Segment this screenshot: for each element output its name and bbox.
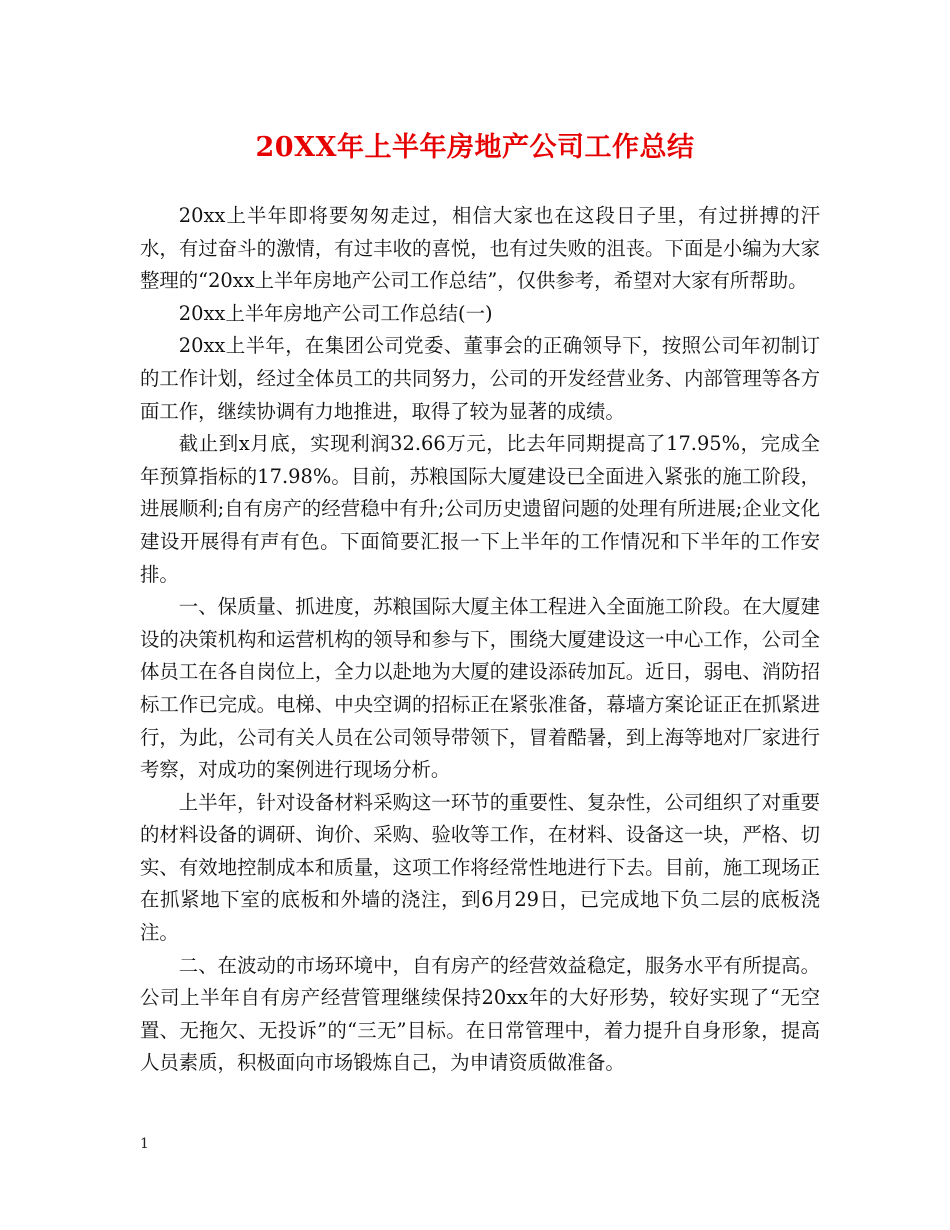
section-heading: 20xx上半年房地产公司工作总结(一) (178, 301, 493, 325)
paragraph-construction: 一、保质量、抓进度，苏粮国际大厦主体工程进入全面施工阶段。在大厦建设的决策机构和运营机构的领导和参与下，围绕大厦建设这一中心工作，公司全体员工在各自岗位上，全力以赴地为大厦的建设添砖加瓦。近日，弱电、消防招标工作已完成。电梯、中央空调的招标正在紧张准备，幕墙方案论证正在抓紧进行，为此，公司有关人员在公司领导带领下，冒着酷暑，到上海等地对厂家进行考察，对成功的案例进行现场分析。 (140, 595, 820, 782)
paragraph-procurement: 上半年，针对设备材料采购这一环节的重要性、复杂性，公司组织了对重要的材料设备的调研、询价、采购、验收等工作，在材料、设备这一块，严格、切实、有效地控制成本和质量，这项工作将经常性地进行下去。目前，施工现场正在抓紧地下室的底板和外墙的浇注，到6月29日，已完成地下负二层的底板浇注。 (140, 790, 820, 945)
paragraph-overview: 20xx上半年，在集团公司党委、董事会的正确领导下，按照公司年初制订的工作计划，经过全体员工的共同努力，公司的开发经营业务、内部管理等各方面工作，继续协调有力地推进，取得了较为显著的成绩。 (140, 334, 820, 423)
document-body (140, 200, 820, 1080)
paragraph-intro: 20xx上半年即将要匆匆走过，相信大家也在这段日子里，有过拼搏的汗水，有过奋斗的激情，有过丰收的喜悦，也有过失败的沮丧。下面是小编为大家整理的“20xx上半年房地产公司工作总结”，仅供参考，希望对大家有所帮助。 (140, 204, 820, 293)
paragraph-results: 截止到x月底，实现利润32.66万元，比去年同期提高了17.95%，完成全年预算指标的17.98%。目前，苏粮国际大厦建设已全面进入紧张的施工阶段，进展顺利;自有房产的经营稳中有升;公司历史遗留问题的处理有所进展;企业文化建设开展得有声有色。下面简要汇报一下上半年的工作情况和下半年的工作安排。 (140, 432, 820, 586)
page-number: 1 (140, 1136, 149, 1152)
document-title: 20XX年上半年房地产公司工作总结 (255, 132, 695, 163)
paragraph-property-management: 二、在波动的市场环境中，自有房产的经营效益稳定，服务水平有所提高。公司上半年自有房产经营管理继续保持20xx年的大好形势，较好实现了“无空置、无拖欠、无投诉”的“三无”目标。在日常管理中，着力提升自身形象，提高人员素质，积极面向市场锻炼自己，为申请资质做准备。 (140, 953, 820, 1075)
